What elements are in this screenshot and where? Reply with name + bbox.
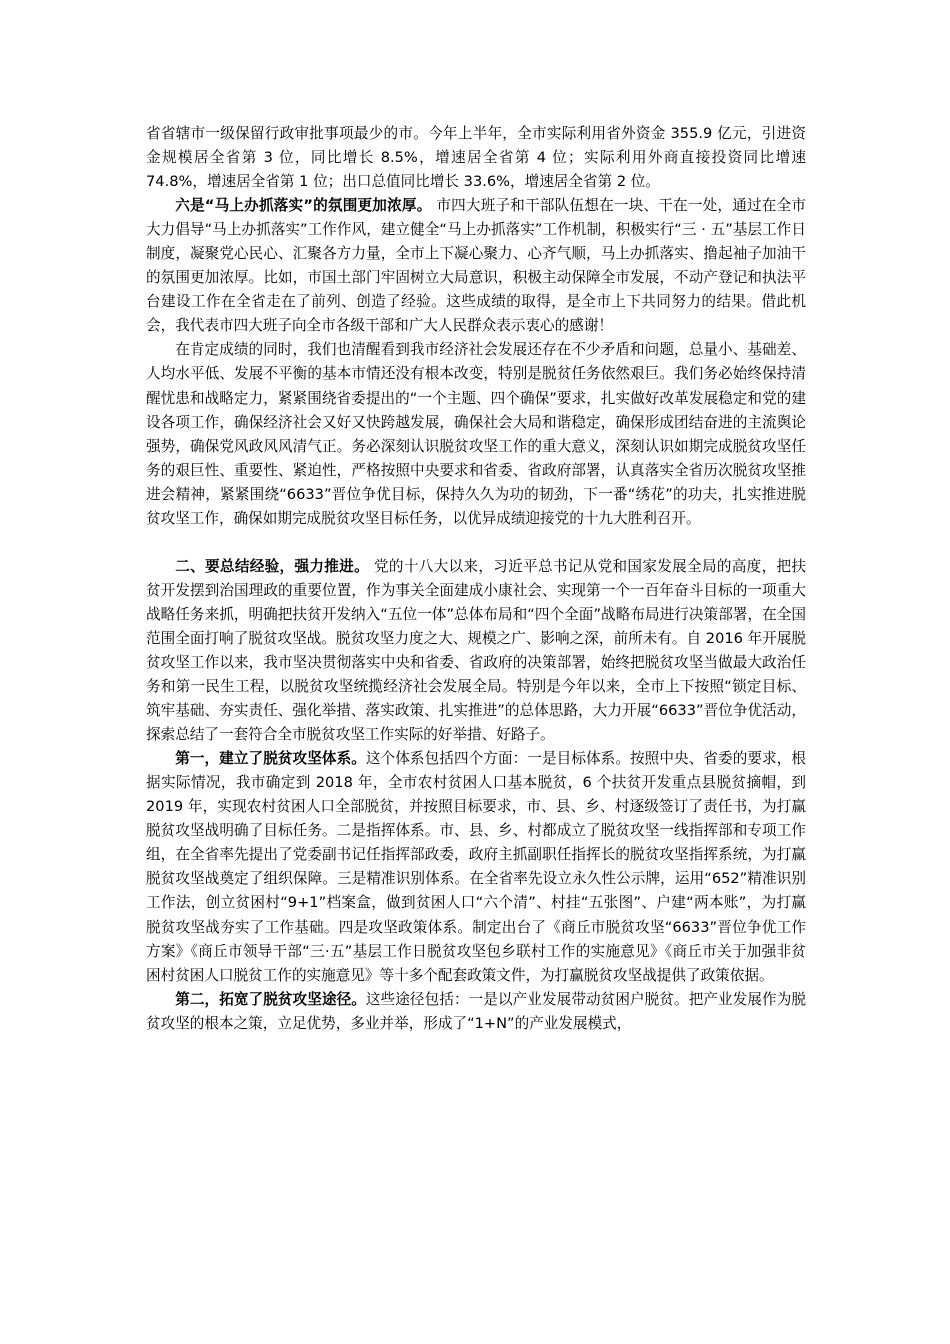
document-body: [146, 122, 806, 1036]
section-spacer: [146, 531, 806, 555]
paragraph-4-text: 党的十八大以来，习近平总书记从党和国家发展全局的高度，把扶贫开发摆到治国理政的重要位置，作为事关全面建成小康社会、实现第一个一百年奋斗目标的一项重大战略任务来抓，明确把扶贫开发纳入“五位一体”总体布局和“四个全面”战略布局进行决策部署，在全国范围全面打响了脱贫攻坚战。脱贫攻坚力度之大、规模之广、影响之深，前所未有。自 2016 年开展脱贫攻坚工作以来，我市坚决贯彻落实中央和省委、省政府的决策部署，始终把脱贫攻坚当做最大政治任务和第一民生工程，以脱贫攻坚统揽经济社会发展全局。特别是今年以来，全市上下按照“锁定目标、筑牢基础、夯实责任、强化举措、落实政策、扎实推进”的总体思路，大力开展“6633”晋位争优活动，探索总结了一套符合全市脱贫攻坚工作实际的好举措、好路子。: [146, 557, 806, 744]
paragraph-1-text: 省省辖市一级保留行政审批事项最少的市。今年上半年，全市实际利用省外资金 355.9 亿元，引进资金规模居全省第 3 位，同比增长 8.5%，增速居全省第 4 位；实际利用外商直接投资同比增速 74.8%，增速居全省第 1 位；出口总值同比增长 33.6%，增速居全省第 2 位。: [146, 125, 806, 191]
paragraph-5: [146, 747, 806, 987]
paragraph-2-heading: 六是“马上办抓落实”的氛围更加浓厚。: [175, 197, 432, 215]
paragraph-6: [146, 988, 806, 1036]
paragraph-6-text: 这些途径包括：一是以产业发展带动贫困户脱贫。把产业发展作为脱贫攻坚的根本之策，立足优势，多业并举，形成了“1+N”的产业发展模式，: [146, 990, 806, 1032]
paragraph-1: [146, 122, 806, 194]
paragraph-5-text: 这个体系包括四个方面：一是目标体系。按照中央、省委的要求，根据实际情况，我市确定到 2018 年，全市农村贫困人口基本脱贫，6 个扶贫开发重点县脱贫摘帽，到 2019 年，实现农村贫困人口全部脱贫，并按照目标要求，市、县、乡、村逐级签订了责任书，为打赢脱贫攻坚战明确了目标任务。二是指挥体系。市、县、乡、村都成立了脱贫攻坚一线指挥部和专项工作组，在全省率先提出了党委副书记任指挥部政委，政府主抓副职任指挥长的脱贫攻坚指挥系统，为打赢脱贫攻坚战奠定了组织保障。三是精准识别体系。在全省率先设立永久性公示牌，运用“652”精准识别工作法，创立贫困村“9+1”档案盒，做到贫困人口“六个清”、村挂“五张图”、户建“两本账”，为打赢脱贫攻坚战夯实了工作基础。四是攻坚政策体系。制定出台了《商丘市脱贫攻坚“6633”晋位争优工作方案》《商丘市领导干部“三·五”基层工作日脱贫攻坚包乡联村工作的实施意见》《商丘市关于加强非贫困村贫困人口脱贫工作的实施意见》等十多个配套政策文件，为打赢脱贫攻坚战提供了政策依据。: [146, 750, 806, 984]
paragraph-6-heading: 第二，拓宽了脱贫攻坚途径。: [175, 990, 366, 1008]
paragraph-2: [146, 194, 806, 338]
paragraph-3-text: 在肯定成绩的同时，我们也清醒看到我市经济社会发展还存在不少矛盾和问题，总量小、基础差、人均水平低、发展不平衡的基本市情还没有根本改变，特别是脱贫任务依然艰巨。我们务必始终保持清醒忧患和战略定力，紧紧围绕省委提出的“一个主题、四个确保”要求，扎实做好改革发展稳定和党的建设各项工作，确保经济社会又好又快跨越发展，确保社会大局和谐稳定，确保形成团结奋进的主流舆论强势，确保党风政风风清气正。务必深刻认识脱贫攻坚工作的重大意义，深刻认识如期完成脱贫攻坚任务的艰巨性、重要性、紧迫性，严格按照中央要求和省委、省政府部署，认真落实全省历次脱贫攻坚推进会精神，紧紧围绕“6633”晋位争优目标，保持久久为功的韧劲，下一番“绣花”的功夫，扎实推进脱贫攻坚工作，确保如期完成脱贫攻坚目标任务，以优异成绩迎接党的十九大胜利召开。: [146, 341, 806, 527]
paragraph-2-text: 市四大班子和干部队伍想在一块、干在一处，通过在全市大力倡导“马上办抓落实”工作作风，建立健全“马上办抓落实”工作机制，积极实行“三 · 五”基层工作日制度，凝聚党心民心、汇聚各方力量，全市上下凝心聚力、心齐气顺，马上办抓落实、撸起袖子加油干的氛围更加浓厚。比如，市国土部门牢固树立大局意识，积极主动保障全市发展，不动产登记和执法平台建设工作在全省走在了前列、创造了经验。这些成绩的取得，是全市上下共同努力的结果。借此机会，我代表市四大班子向全市各级干部和广大人民群众表示衷心的感谢！: [146, 197, 806, 335]
section-heading: 二、要总结经验，强力推进。: [175, 557, 369, 575]
paragraph-5-heading: 第一，建立了脱贫攻坚体系。: [175, 750, 366, 768]
paragraph-4: [146, 555, 806, 747]
paragraph-3: [146, 338, 806, 530]
